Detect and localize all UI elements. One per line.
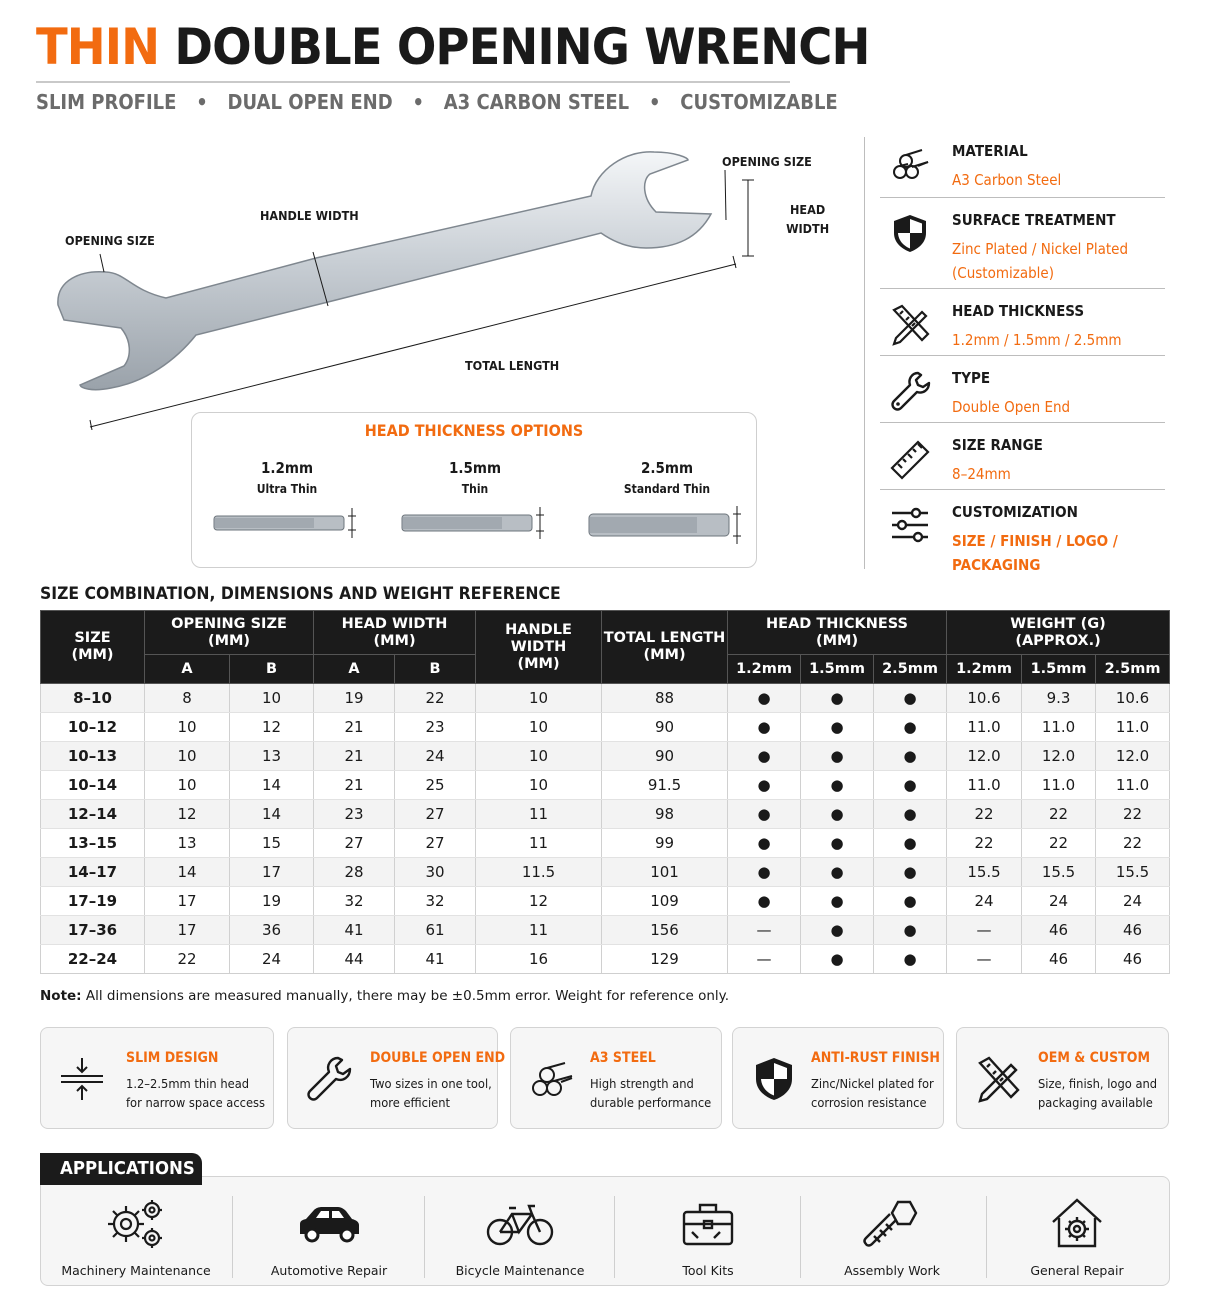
steel-bars-icon	[527, 1054, 577, 1104]
application-name: General Repair	[1030, 1263, 1124, 1278]
subtitle-item: CUSTOMIZABLE	[680, 90, 838, 114]
handle-width-label: HANDLE WIDTH	[260, 208, 359, 223]
table-cell: 22	[1096, 829, 1170, 858]
table-cell: 88	[602, 684, 728, 713]
table-cell: 36	[230, 916, 314, 945]
table-cell: 10.6	[947, 684, 1022, 713]
thickness-option-name: Thin	[461, 482, 489, 496]
table-cell: 27	[314, 829, 395, 858]
application-assembly-work	[799, 1196, 985, 1278]
feature-title: OEM & CUSTOM	[1038, 1050, 1151, 1066]
bolt-icon	[860, 1196, 924, 1252]
table-cell-size: 17–19	[41, 887, 145, 916]
table-cell: 23	[314, 800, 395, 829]
thickness-option	[582, 459, 752, 548]
table-cell: 101	[602, 858, 728, 887]
thickness-option-name: Ultra Thin	[256, 482, 318, 496]
house-gear-icon	[1045, 1196, 1109, 1252]
table-cell: 109	[602, 887, 728, 916]
table-cell: 11.0	[947, 771, 1022, 800]
standard-head-profile-icon	[587, 504, 747, 548]
header-head-thickness: HEAD THICKNESS (MM)	[728, 611, 947, 655]
table-cell: 13	[145, 829, 230, 858]
table-cell: 22	[1096, 800, 1170, 829]
header-weight-1-5: 1.5mm	[1022, 655, 1096, 684]
table-cell: ●	[801, 858, 874, 887]
table-cell: ●	[801, 684, 874, 713]
table-cell: 9.3	[1022, 684, 1096, 713]
feature-title: DOUBLE OPEN END	[370, 1050, 506, 1066]
header-handle-width: HANDLE WIDTH (MM)	[476, 611, 602, 684]
table-cell-size: 12–14	[41, 800, 145, 829]
application-name: Automotive Repair	[270, 1263, 388, 1278]
subtitle-item: SLIM PROFILE	[36, 90, 177, 114]
table-row	[41, 887, 1170, 916]
sliders-icon	[888, 503, 932, 547]
spec-value: A3 Carbon Steel	[952, 171, 1062, 189]
table-cell: 12	[230, 713, 314, 742]
table-cell: 98	[602, 800, 728, 829]
table-cell-size: 14–17	[41, 858, 145, 887]
thickness-option-size: 1.5mm	[448, 459, 502, 477]
table-row	[41, 800, 1170, 829]
note-label: Note:	[40, 988, 82, 1004]
gears-icon	[104, 1196, 168, 1252]
table-cell: 15.5	[1022, 858, 1096, 887]
table-cell: 22	[395, 684, 476, 713]
table-cell: 21	[314, 771, 395, 800]
thickness-option-size: 2.5mm	[640, 459, 694, 477]
subtitle-item: A3 CARBON STEEL	[443, 90, 630, 114]
feature-description: Two sizes in one tool, more efficient	[370, 1076, 492, 1110]
thin-head-profile-icon	[212, 504, 362, 544]
spec-customization	[880, 499, 1165, 574]
table-cell: 10	[145, 771, 230, 800]
table-cell: ●	[728, 829, 801, 858]
spec-value: 1.2mm / 1.5mm / 2.5mm	[952, 331, 1122, 349]
subtitle-separator: •	[412, 90, 424, 114]
table-cell: 10	[476, 684, 602, 713]
table-cell: 129	[602, 945, 728, 974]
thickness-options-title: HEAD THICKNESS OPTIONS	[364, 421, 584, 440]
car-icon	[294, 1196, 364, 1252]
table-cell-size: 13–15	[41, 829, 145, 858]
applications-title: APPLICATIONS	[40, 1153, 202, 1185]
feature-description: 1.2–2.5mm thin head for narrow space access	[126, 1076, 266, 1110]
feature-card-anti-rust	[732, 1027, 944, 1129]
table-cell: 61	[395, 916, 476, 945]
header-b: B	[230, 655, 314, 684]
pencil-ruler-icon	[888, 302, 932, 346]
table-cell-size: 22–24	[41, 945, 145, 974]
spec-rule	[880, 489, 1165, 490]
table-cell: 24	[1022, 887, 1096, 916]
header-weight-2-5: 2.5mm	[1096, 655, 1170, 684]
table-cell: ●	[874, 887, 947, 916]
table-cell: 24	[947, 887, 1022, 916]
application-tool-kits	[615, 1196, 801, 1278]
table-cell: ●	[801, 829, 874, 858]
spec-head-thickness	[880, 298, 1165, 356]
table-cell: ●	[801, 916, 874, 945]
compress-icon	[57, 1054, 107, 1104]
table-cell: 17	[145, 916, 230, 945]
table-cell: 19	[230, 887, 314, 916]
table-note	[40, 988, 729, 1004]
table-cell: —	[947, 916, 1022, 945]
table-cell: 11.0	[1022, 713, 1096, 742]
bicycle-icon	[485, 1196, 555, 1252]
table-cell: 10	[476, 771, 602, 800]
table-cell: ●	[874, 829, 947, 858]
feature-title: A3 STEEL	[590, 1050, 656, 1066]
table-cell: ●	[874, 742, 947, 771]
table-cell: 22	[1022, 800, 1096, 829]
ruler-icon	[888, 436, 932, 480]
wrench-diagram	[36, 130, 830, 430]
table-cell: 11.5	[476, 858, 602, 887]
table-cell: 10	[476, 713, 602, 742]
table-cell: 11	[476, 829, 602, 858]
table-cell: 10	[230, 684, 314, 713]
table-row	[41, 771, 1170, 800]
spec-rule	[880, 355, 1165, 356]
application-name: Tool Kits	[682, 1263, 734, 1278]
wrench-icon	[304, 1054, 354, 1104]
size-table	[40, 610, 1170, 974]
table-cell: 99	[602, 829, 728, 858]
table-row	[41, 916, 1170, 945]
table-cell: 21	[314, 713, 395, 742]
table-cell: 91.5	[602, 771, 728, 800]
table-row	[41, 742, 1170, 771]
spec-label: TYPE	[952, 369, 991, 387]
table-cell: 156	[602, 916, 728, 945]
feature-description: Size, finish, logo and packaging available	[1038, 1076, 1158, 1110]
application-separator	[424, 1196, 425, 1278]
table-cell: —	[728, 945, 801, 974]
application-name: Bicycle Maintenance	[455, 1263, 585, 1278]
table-cell: ●	[874, 713, 947, 742]
opening-size-right-label: OPENING SIZE	[722, 154, 812, 169]
table-cell-size: 10–14	[41, 771, 145, 800]
toolbox-icon	[676, 1196, 740, 1252]
spec-value: Zinc Plated / Nickel Plated (Customizable)	[952, 240, 1129, 282]
table-cell: 11.0	[1096, 771, 1170, 800]
thickness-option	[390, 459, 560, 544]
application-separator	[232, 1196, 233, 1278]
application-automotive-repair	[236, 1196, 422, 1278]
header-head-width: HEAD WIDTH (MM)	[314, 611, 476, 655]
subtitle-separator: •	[196, 90, 208, 114]
table-cell: ●	[801, 742, 874, 771]
medium-head-profile-icon	[400, 504, 550, 544]
table-cell: ●	[728, 684, 801, 713]
table-cell: 12	[145, 800, 230, 829]
spec-label: SURFACE TREATMENT	[952, 211, 1116, 229]
header-thickness-1-2: 1.2mm	[728, 655, 801, 684]
table-cell: 10	[145, 713, 230, 742]
spec-rule	[880, 197, 1165, 198]
spec-value: SIZE / FINISH / LOGO / PACKAGING	[952, 532, 1118, 574]
spec-label: HEAD THICKNESS	[952, 302, 1085, 320]
table-cell: 21	[314, 742, 395, 771]
table-cell: 46	[1022, 945, 1096, 974]
thickness-options-box	[191, 412, 757, 568]
table-cell: ●	[801, 887, 874, 916]
table-cell: 12.0	[1096, 742, 1170, 771]
head-width-label: HEAD WIDTH	[786, 202, 830, 236]
table-cell-size: 10–13	[41, 742, 145, 771]
table-cell: ●	[728, 742, 801, 771]
spec-size-range	[880, 432, 1165, 490]
feature-description: Zinc/Nickel plated for corrosion resistance	[811, 1076, 934, 1110]
title-accent: THIN	[36, 18, 160, 76]
application-name: Machinery Maintenance	[61, 1263, 211, 1278]
title-rest: DOUBLE OPENING WRENCH	[174, 18, 870, 76]
table-cell: 24	[395, 742, 476, 771]
table-cell: ●	[874, 916, 947, 945]
table-cell-size: 8–10	[41, 684, 145, 713]
table-cell: 24	[230, 945, 314, 974]
table-row	[41, 829, 1170, 858]
feature-card-slim-design	[40, 1027, 274, 1129]
table-cell: ●	[874, 945, 947, 974]
table-cell: 12	[476, 887, 602, 916]
table-cell: 11.0	[1022, 771, 1096, 800]
feature-description: High strength and durable performance	[590, 1076, 712, 1110]
application-general-repair	[984, 1196, 1170, 1278]
table-cell: 22	[145, 945, 230, 974]
table-cell: 90	[602, 742, 728, 771]
table-cell: 12.0	[1022, 742, 1096, 771]
table-cell: 15.5	[947, 858, 1022, 887]
spec-rule	[880, 288, 1165, 289]
total-length-label: TOTAL LENGTH	[465, 358, 560, 373]
spec-label: SIZE RANGE	[952, 436, 1043, 454]
application-name: Assembly Work	[844, 1263, 940, 1278]
table-cell: 22	[1022, 829, 1096, 858]
table-cell: 11	[476, 800, 602, 829]
feature-card-double-open-end	[287, 1027, 506, 1129]
table-cell: 12.0	[947, 742, 1022, 771]
subtitle-item: DUAL OPEN END	[227, 90, 393, 114]
table-cell: 90	[602, 713, 728, 742]
thickness-option-size: 1.2mm	[260, 459, 314, 477]
table-cell: 32	[314, 887, 395, 916]
header-weight-1-2: 1.2mm	[947, 655, 1022, 684]
table-cell: 22	[947, 829, 1022, 858]
table-row	[41, 858, 1170, 887]
table-cell: 17	[145, 887, 230, 916]
table-cell: 14	[230, 771, 314, 800]
pencil-ruler-icon	[973, 1054, 1023, 1104]
header-total-length: TOTAL LENGTH (MM)	[602, 611, 728, 684]
spec-surface-treatment	[880, 207, 1165, 289]
steel-bars-icon	[888, 142, 932, 186]
header-weight: WEIGHT (G) (APPROX.)	[947, 611, 1170, 655]
table-row	[41, 713, 1170, 742]
subtitle	[36, 90, 838, 114]
spec-rule	[880, 422, 1165, 423]
table-cell: 15.5	[1096, 858, 1170, 887]
table-cell: 41	[314, 916, 395, 945]
header-a: A	[314, 655, 395, 684]
table-cell: ●	[874, 684, 947, 713]
wrench-illustration	[36, 130, 826, 430]
thickness-option-name: Standard Thin	[623, 482, 711, 496]
note-text: All dimensions are measured manually, there may be ±0.5mm error. Weight for reference only.	[81, 988, 730, 1004]
spec-label: MATERIAL	[952, 142, 1028, 160]
table-cell: 41	[395, 945, 476, 974]
table-cell: 25	[395, 771, 476, 800]
table-cell: 22	[947, 800, 1022, 829]
subtitle-separator: •	[648, 90, 661, 114]
shield-icon	[888, 211, 932, 255]
table-cell: 23	[395, 713, 476, 742]
table-cell: 14	[145, 858, 230, 887]
table-cell: 27	[395, 829, 476, 858]
opening-size-left-label: OPENING SIZE	[65, 233, 155, 248]
table-cell: 17	[230, 858, 314, 887]
spec-value: Double Open End	[952, 398, 1071, 416]
application-bicycle-maintenance	[427, 1196, 613, 1278]
feature-title: ANTI-RUST FINISH	[811, 1050, 940, 1066]
header-thickness-2-5: 2.5mm	[874, 655, 947, 684]
table-cell: ●	[801, 945, 874, 974]
table-row	[41, 684, 1170, 713]
table-cell: 11	[476, 916, 602, 945]
table-cell: ●	[801, 713, 874, 742]
thickness-option	[202, 459, 372, 544]
header-b: B	[395, 655, 476, 684]
page-title	[36, 18, 869, 76]
table-cell: ●	[728, 800, 801, 829]
header-size: SIZE (MM)	[41, 611, 145, 684]
table-cell: 15	[230, 829, 314, 858]
table-cell: 46	[1022, 916, 1096, 945]
table-cell: 32	[395, 887, 476, 916]
table-cell: ●	[874, 771, 947, 800]
spec-divider	[864, 137, 865, 569]
table-cell: —	[728, 916, 801, 945]
spec-material	[880, 138, 1165, 198]
application-machinery-maintenance	[43, 1196, 229, 1278]
table-row	[41, 945, 1170, 974]
table-cell: 10	[145, 742, 230, 771]
table-cell: 46	[1096, 945, 1170, 974]
title-rule	[36, 81, 790, 83]
table-cell: 44	[314, 945, 395, 974]
spec-type	[880, 365, 1165, 423]
wrench-icon	[888, 369, 932, 413]
table-cell: 10.6	[1096, 684, 1170, 713]
table-cell: ●	[874, 800, 947, 829]
table-cell: 19	[314, 684, 395, 713]
feature-card-oem-custom	[956, 1027, 1169, 1129]
table-cell: 14	[230, 800, 314, 829]
feature-title: SLIM DESIGN	[126, 1050, 219, 1066]
shield-icon	[749, 1054, 799, 1104]
spec-label: CUSTOMIZATION	[952, 503, 1078, 521]
table-cell: 24	[1096, 887, 1170, 916]
table-cell: 10	[476, 742, 602, 771]
table-cell-size: 17–36	[41, 916, 145, 945]
table-cell: ●	[874, 858, 947, 887]
table-title: SIZE COMBINATION, DIMENSIONS AND WEIGHT REFERENCE	[40, 584, 561, 604]
table-cell: ●	[801, 800, 874, 829]
header-opening-size: OPENING SIZE (MM)	[145, 611, 314, 655]
table-cell: ●	[728, 771, 801, 800]
spec-value: 8–24mm	[952, 465, 1011, 483]
table-cell: ●	[728, 713, 801, 742]
table-cell: —	[947, 945, 1022, 974]
table-cell: 27	[395, 800, 476, 829]
table-cell: 11.0	[1096, 713, 1170, 742]
table-cell-size: 10–12	[41, 713, 145, 742]
table-cell: 13	[230, 742, 314, 771]
table-cell: 16	[476, 945, 602, 974]
table-cell: ●	[728, 887, 801, 916]
table-cell: 30	[395, 858, 476, 887]
table-cell: 11.0	[947, 713, 1022, 742]
header-a: A	[145, 655, 230, 684]
table-cell: 28	[314, 858, 395, 887]
feature-card-a3-steel	[510, 1027, 722, 1129]
table-cell: 8	[145, 684, 230, 713]
table-cell: 46	[1096, 916, 1170, 945]
table-cell: ●	[801, 771, 874, 800]
table-cell: ●	[728, 858, 801, 887]
header-thickness-1-5: 1.5mm	[801, 655, 874, 684]
